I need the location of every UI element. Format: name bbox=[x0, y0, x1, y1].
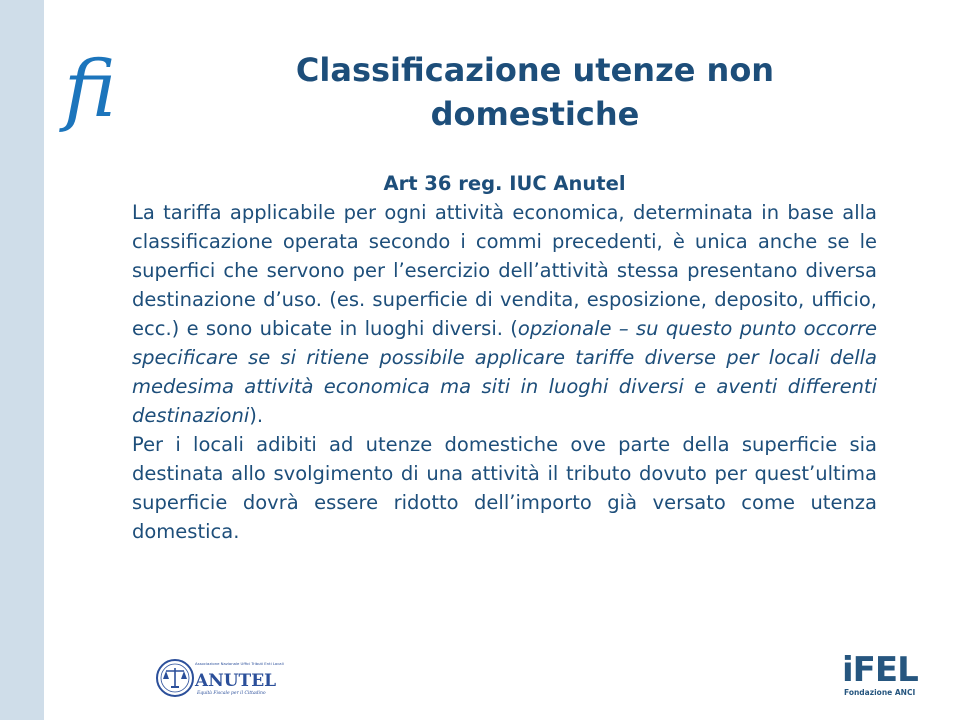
ifel-logo-subtitle: Fondazione ANCI bbox=[844, 688, 916, 697]
paragraph-2: Per i locali adibiti ad utenze domestiche ove parte della superficie sia destinata allo svolgimento di una attività il tributo dovuto per quest’ultima superficie dovrà essere ridotto dell’importo già versato come utenza domestica. bbox=[132, 433, 877, 543]
anutel-org-text: Associazione Nazionale Uffici Tributi Enti Locali bbox=[195, 661, 284, 666]
fi-logo-icon bbox=[60, 38, 130, 138]
article-heading: Art 36 reg. IUC Anutel bbox=[383, 172, 626, 195]
slide-body bbox=[132, 198, 877, 546]
ifel-logo-text: iFEL bbox=[842, 650, 918, 690]
ifel-logo bbox=[840, 650, 920, 704]
paragraph-1 bbox=[132, 198, 877, 430]
slide-title: Classificazione utenze non domestiche bbox=[295, 51, 775, 133]
paragraph-1-italic-note: opzionale – su questo punto occorre specificare se si ritiene possibile applicare tariffe diverse per locali della medesima attività economica ma siti in luoghi diversi e aventi differenti destinazioni bbox=[132, 317, 877, 427]
paragraph-1-text: La tariffa applicabile per ogni attività economica, determinata in base alla classificazione operata secondo i commi precedenti, è unica anche se le superfici che servono per l’esercizio dell’attività stessa presentano diversa destinazione d’uso. (es. superficie di vendita, esposizione, deposito, ufficio, ecc.) e sono ubicate in luoghi diversi. ( bbox=[132, 201, 877, 340]
anutel-logo bbox=[155, 655, 284, 701]
svg-text:fi: fi bbox=[64, 45, 117, 135]
anutel-logo-text: ANUTEL bbox=[195, 671, 277, 691]
paragraph-1-end: ). bbox=[249, 404, 264, 427]
anutel-motto-text: Equità Fiscale per il Cittadino bbox=[197, 691, 266, 696]
left-side-bar bbox=[0, 0, 44, 720]
